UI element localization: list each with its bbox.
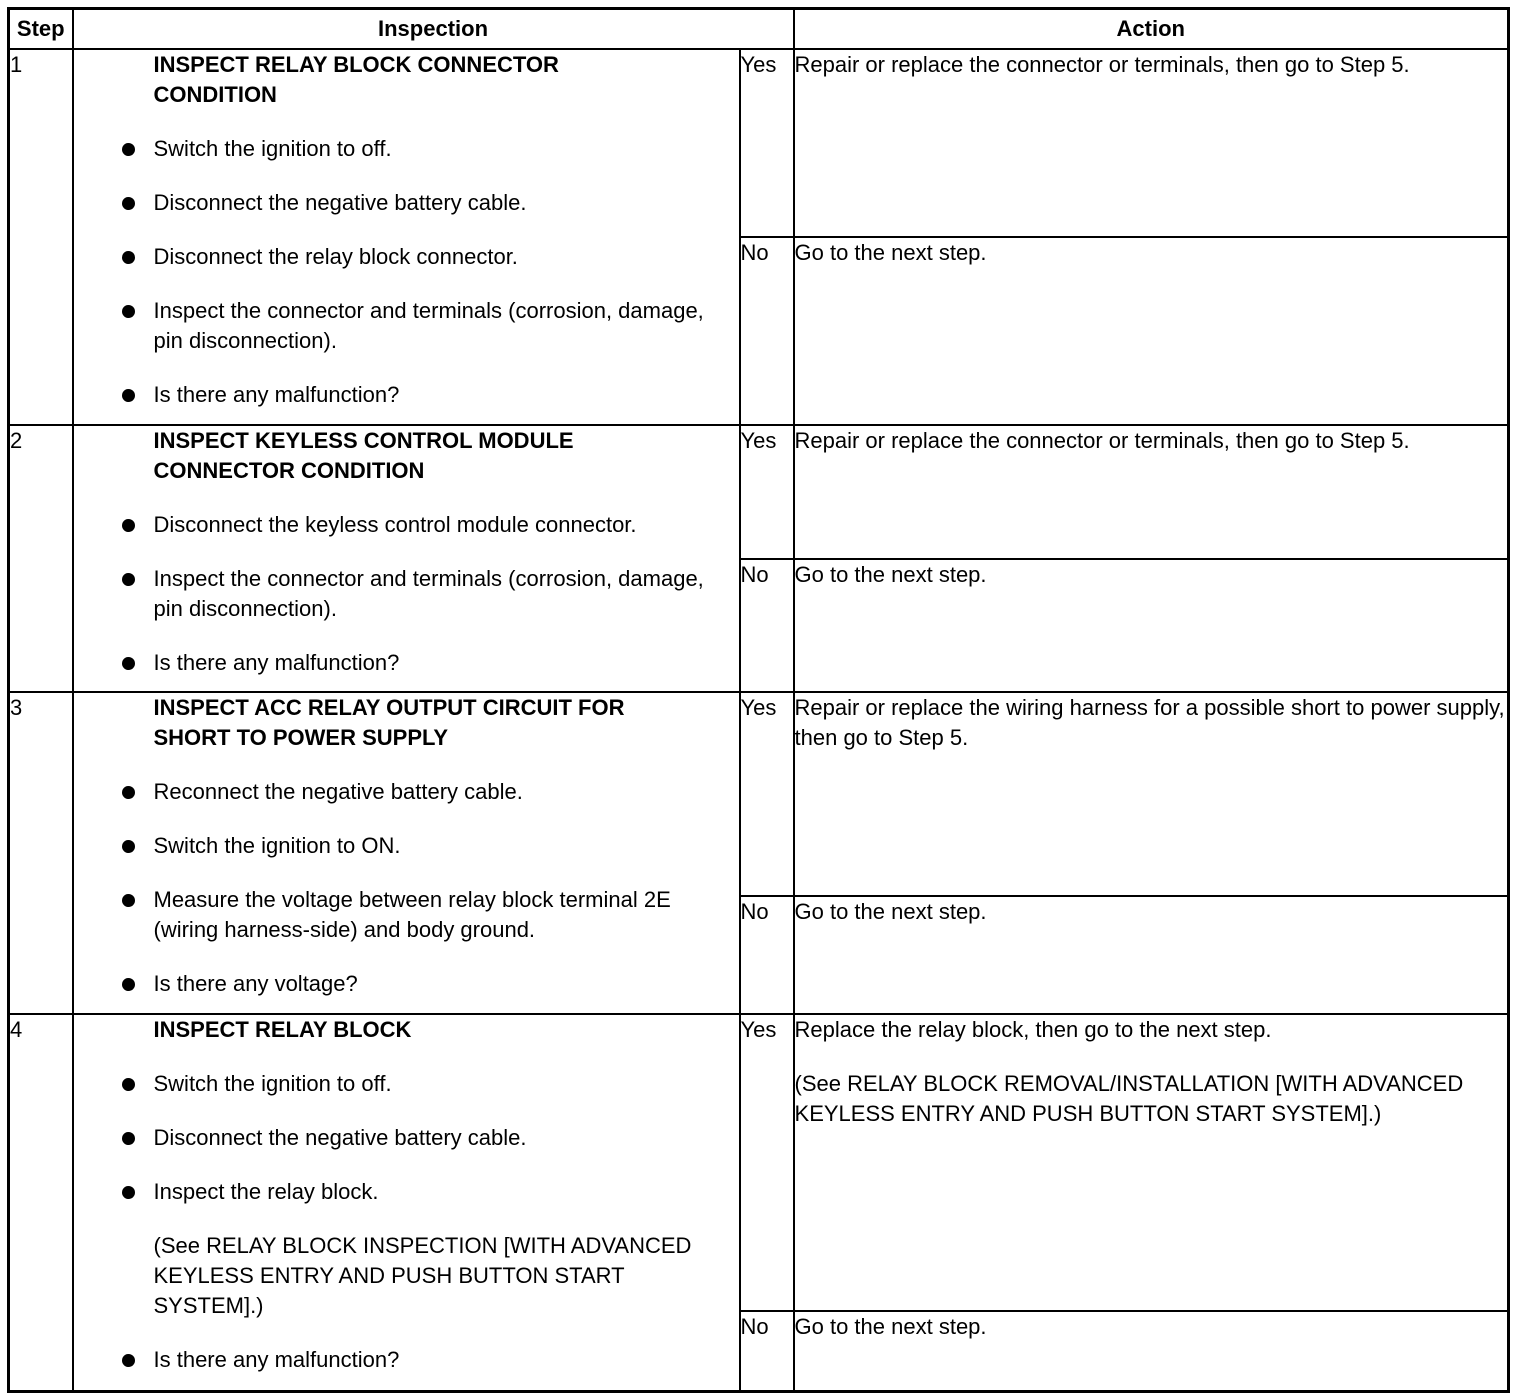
bullet-icon <box>122 573 135 586</box>
bullet-icon <box>122 978 135 991</box>
step-title: INSPECT KEYLESS CONTROL MODULE CONNECTOR CONDITION <box>153 428 574 484</box>
step-1-inspection <box>73 49 740 425</box>
step-1-yes-row <box>9 49 1509 237</box>
bullet-item: Reconnect the negative battery cable. <box>74 777 739 807</box>
bullet-item: Is there any voltage? <box>74 969 739 999</box>
bullet-icon <box>122 786 135 799</box>
step-4-yes-row <box>9 1014 1509 1311</box>
no-action: Go to the next step. <box>794 559 1509 692</box>
no-action: Go to the next step. <box>794 237 1509 425</box>
header-action: Action <box>794 9 1509 50</box>
no-action: Go to the next step. <box>794 896 1509 1014</box>
yes-action: Repair or replace the wiring harness for a possible short to power supply, then go to Step 5. <box>794 692 1509 896</box>
bullet-item: Disconnect the negative battery cable. <box>74 188 739 218</box>
diagnostic-table <box>7 7 1510 1393</box>
action-text: Replace the relay block, then go to the next step. <box>794 1017 1272 1043</box>
yes-action: Repair or replace the connector or terminals, then go to Step 5. <box>794 425 1509 558</box>
bullet-item: Switch the ignition to ON. <box>74 831 739 861</box>
header-row <box>9 9 1509 50</box>
step-number: 4 <box>9 1014 73 1391</box>
bullet-icon <box>122 389 135 402</box>
bullet-item: Switch the ignition to off. <box>74 134 739 164</box>
bullet-icon <box>122 1078 135 1091</box>
no-action: Go to the next step. <box>794 1311 1509 1391</box>
bullet-item: Is there any malfunction? <box>74 1345 739 1375</box>
no-label: No <box>740 559 794 692</box>
step-2-yes-row <box>9 425 1509 558</box>
step-3-yes-row <box>9 692 1509 896</box>
bullet-icon <box>122 197 135 210</box>
step-2-inspection <box>73 425 740 691</box>
no-label: No <box>740 1311 794 1391</box>
header-step: Step <box>9 9 73 50</box>
bullet-icon <box>122 894 135 907</box>
bullet-icon <box>122 657 135 670</box>
bullet-item: Disconnect the keyless control module connector. <box>74 510 739 540</box>
step-title: INSPECT RELAY BLOCK CONNECTOR CONDITION <box>153 52 559 108</box>
yes-action <box>794 1014 1509 1311</box>
bullet-item: Disconnect the negative battery cable. <box>74 1123 739 1153</box>
bullet-icon <box>122 1186 135 1199</box>
bullet-item: Inspect the connector and terminals (corrosion, damage, pin disconnection). <box>74 564 739 624</box>
bullet-item: Inspect the connector and terminals (corrosion, damage, pin disconnection). <box>74 296 739 356</box>
yes-label: Yes <box>740 425 794 558</box>
bullet-item: Measure the voltage between relay block terminal 2E (wiring harness-side) and body ground. <box>74 885 739 945</box>
bullet-item: Is there any malfunction? <box>74 380 739 410</box>
reference-note: (See RELAY BLOCK REMOVAL/INSTALLATION [WITH ADVANCED KEYLESS ENTRY AND PUSH BUTTON START SYSTEM].) <box>794 1071 1464 1127</box>
step-number: 2 <box>9 425 73 691</box>
bullet-item: Is there any malfunction? <box>74 648 739 678</box>
step-title: INSPECT ACC RELAY OUTPUT CIRCUIT FOR SHORT TO POWER SUPPLY <box>153 694 625 750</box>
no-label: No <box>740 237 794 425</box>
step-number: 1 <box>9 49 73 425</box>
bullet-item: Disconnect the relay block connector. <box>74 242 739 272</box>
bullet-icon <box>122 305 135 318</box>
step-number: 3 <box>9 692 73 1014</box>
step-3-inspection <box>73 692 740 1014</box>
bullet-icon <box>122 1354 135 1367</box>
bullet-icon <box>122 143 135 156</box>
yes-label: Yes <box>740 1014 794 1311</box>
bullet-icon <box>122 251 135 264</box>
bullet-icon <box>122 519 135 532</box>
reference-note: (See RELAY BLOCK INSPECTION [WITH ADVANCED KEYLESS ENTRY AND PUSH BUTTON START SYSTEM].) <box>153 1233 692 1319</box>
yes-action: Repair or replace the connector or terminals, then go to Step 5. <box>794 49 1509 237</box>
step-title: INSPECT RELAY BLOCK <box>153 1017 412 1043</box>
no-label: No <box>740 896 794 1014</box>
yes-label: Yes <box>740 692 794 896</box>
step-4-inspection <box>73 1014 740 1391</box>
bullet-item: Inspect the relay block. <box>74 1177 739 1207</box>
bullet-item: Switch the ignition to off. <box>74 1069 739 1099</box>
bullet-icon <box>122 840 135 853</box>
header-inspection: Inspection <box>73 9 794 50</box>
bullet-icon <box>122 1132 135 1145</box>
yes-label: Yes <box>740 49 794 237</box>
